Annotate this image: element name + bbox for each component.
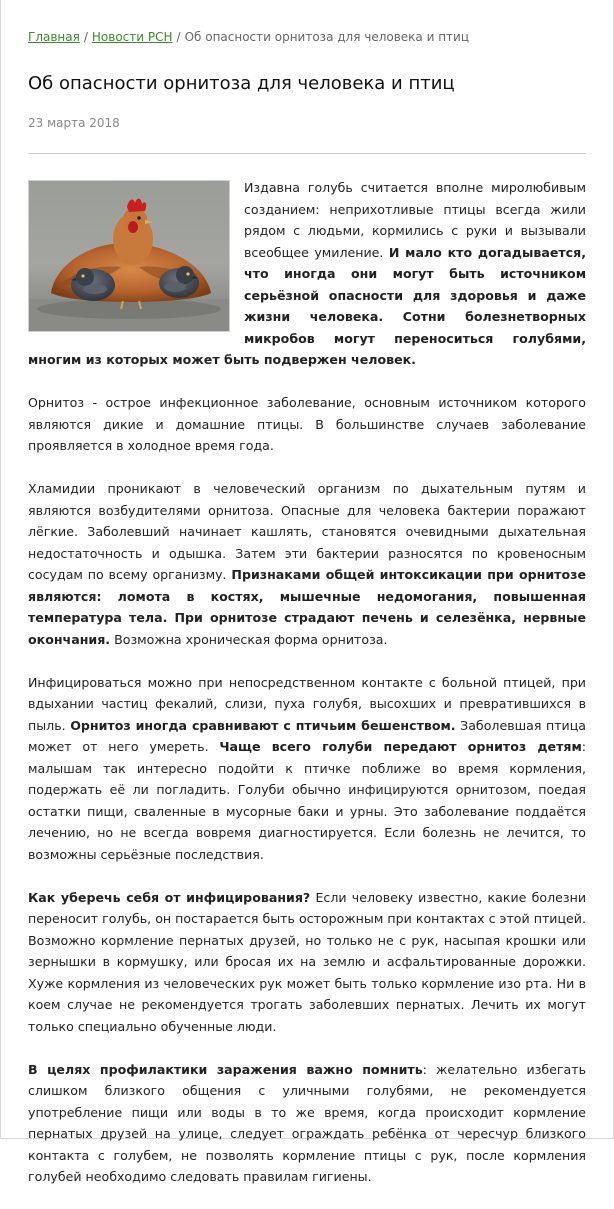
- paragraph-symptoms-text: Хламидии проникают в человеческий организм по дыхательным путям и являются возбудителями орнитоза. Опасные для человека бактерии поражают лёгкие. Заболевший начинает кашлять, становятся очевидными дыхательная недостаточность и одышка. Затем эти бактерии разносятся по кровеносным сосудам по всему организму.: [28, 481, 586, 582]
- paragraph-intro-bold: И мало кто догадывается, что иногда они могут быть источником серьёзной опасности для здоровья и даже жизни человека. Сотни болезнетворных микробов могут переноситься голубями, многим из которых может быть подвержен человек.: [28, 244, 586, 367]
- paragraph-prevention: [28, 1059, 586, 1188]
- breadcrumb-home-link[interactable]: Главная: [28, 30, 80, 44]
- paragraph-definition: Орнитоз - острое инфекционное заболевание, основным источником которого являются дикие и домашние птицы. В большинстве случаев заболевание проявляется в холодное время года.: [28, 395, 586, 453]
- paragraph-infection-bold-b: Орнитоз иногда сравнивают с птичьим бешенством.: [70, 717, 456, 733]
- paragraph-intro-text: Издавна голубь считается вполне миролюбивым созданием: неприхотливые птицы всегда жили рядом с людьми, кормились с руки и вызывали всеобщее умиление.: [244, 180, 586, 260]
- divider: [28, 153, 586, 154]
- breadcrumb: [28, 29, 469, 45]
- breadcrumb-separator: /: [176, 30, 181, 44]
- paragraph-protection-text: Если человеку известно, какие болезни переносит голубь, он постарается быть осторожным при контактах с этой птицей. Возможно кормление пернатых друзей, но только не с рук, насыпая крошки или зернышки в кормушку, или бросая их на землю и асфальтированные дорожки. Хуже кормления из человеческих рук может быть только кормление изо рта. Ни в коем случае не рекомендуется трогать заболевших пернатых. Лечить их могут только специально обученные люди.: [28, 889, 587, 1034]
- breadcrumb-news-link[interactable]: Новости РСН: [91, 30, 173, 44]
- paragraph-prevention-bold: В целях профилактики заражения важно помнить: [28, 1061, 423, 1077]
- paragraph-infection-text-a: Инфицироваться можно при непосредственном контакте с больной птицей, при вдыхании частиц фекалий, слизи, пуха голубя, высохших и превратившихся в пыль.: [28, 674, 586, 733]
- paragraph-symptoms-bold: Признаками общей интоксикации при орнитозе являются: ломота в костях, мышечные недомогания, повышенная температура тела. При орнитозе страдают печень и селезёнка, нервные окончания.: [28, 567, 586, 647]
- paragraph-symptoms-tail: Возможна хроническая форма орнитоза.: [110, 631, 388, 647]
- paragraph-infection-text-e: : малышам так интересно подойти к птичке поближе во время кормления, подержать её ли погладить. Голуби обычно инфицируются орнитозом, поедая остатки пищи, сваленные в мусорные баки и урны. Это заболевание поддаётся лечению, но не всегда вовремя диагностируется. Если болезнь не лечится, то возможны серьёзные последствия.: [28, 739, 586, 862]
- article-date: 23 марта 2018: [28, 116, 120, 130]
- breadcrumb-current: Об опасности орнитоза для человека и птиц: [184, 30, 470, 44]
- article-body: [28, 177, 586, 1209]
- paragraph-prevention-text: : желательно избегать слишком близкого общения с уличными голубями, не рекомендуется употребление пищи или воды в то же время, когда происходит кормление пернатых друзей на улице, следует ограждать ребёнка от чересчур близкого контакта с голубем, не позволять кормление птицы с рук, после кормления голубей необходимо следовать правилам гигиены.: [28, 1061, 586, 1184]
- hen-with-pigeons-image: [29, 181, 229, 331]
- article-photo: [28, 180, 230, 332]
- paragraph-protection-bold: Как уберечь себя от инфицирования?: [28, 889, 311, 905]
- paragraph-infection-bold-d: Чаще всего голуби передают орнитоз детям: [219, 739, 582, 754]
- paragraph-protection: [28, 887, 586, 1038]
- paragraph-infection-text-c: Заболевшая птица может от него умереть.: [28, 717, 587, 754]
- breadcrumb-separator: /: [83, 30, 88, 44]
- paragraph-symptoms: [28, 478, 586, 650]
- paragraph-infection: [28, 672, 586, 866]
- page-title: Об опасности орнитоза для человека и птиц: [28, 73, 455, 94]
